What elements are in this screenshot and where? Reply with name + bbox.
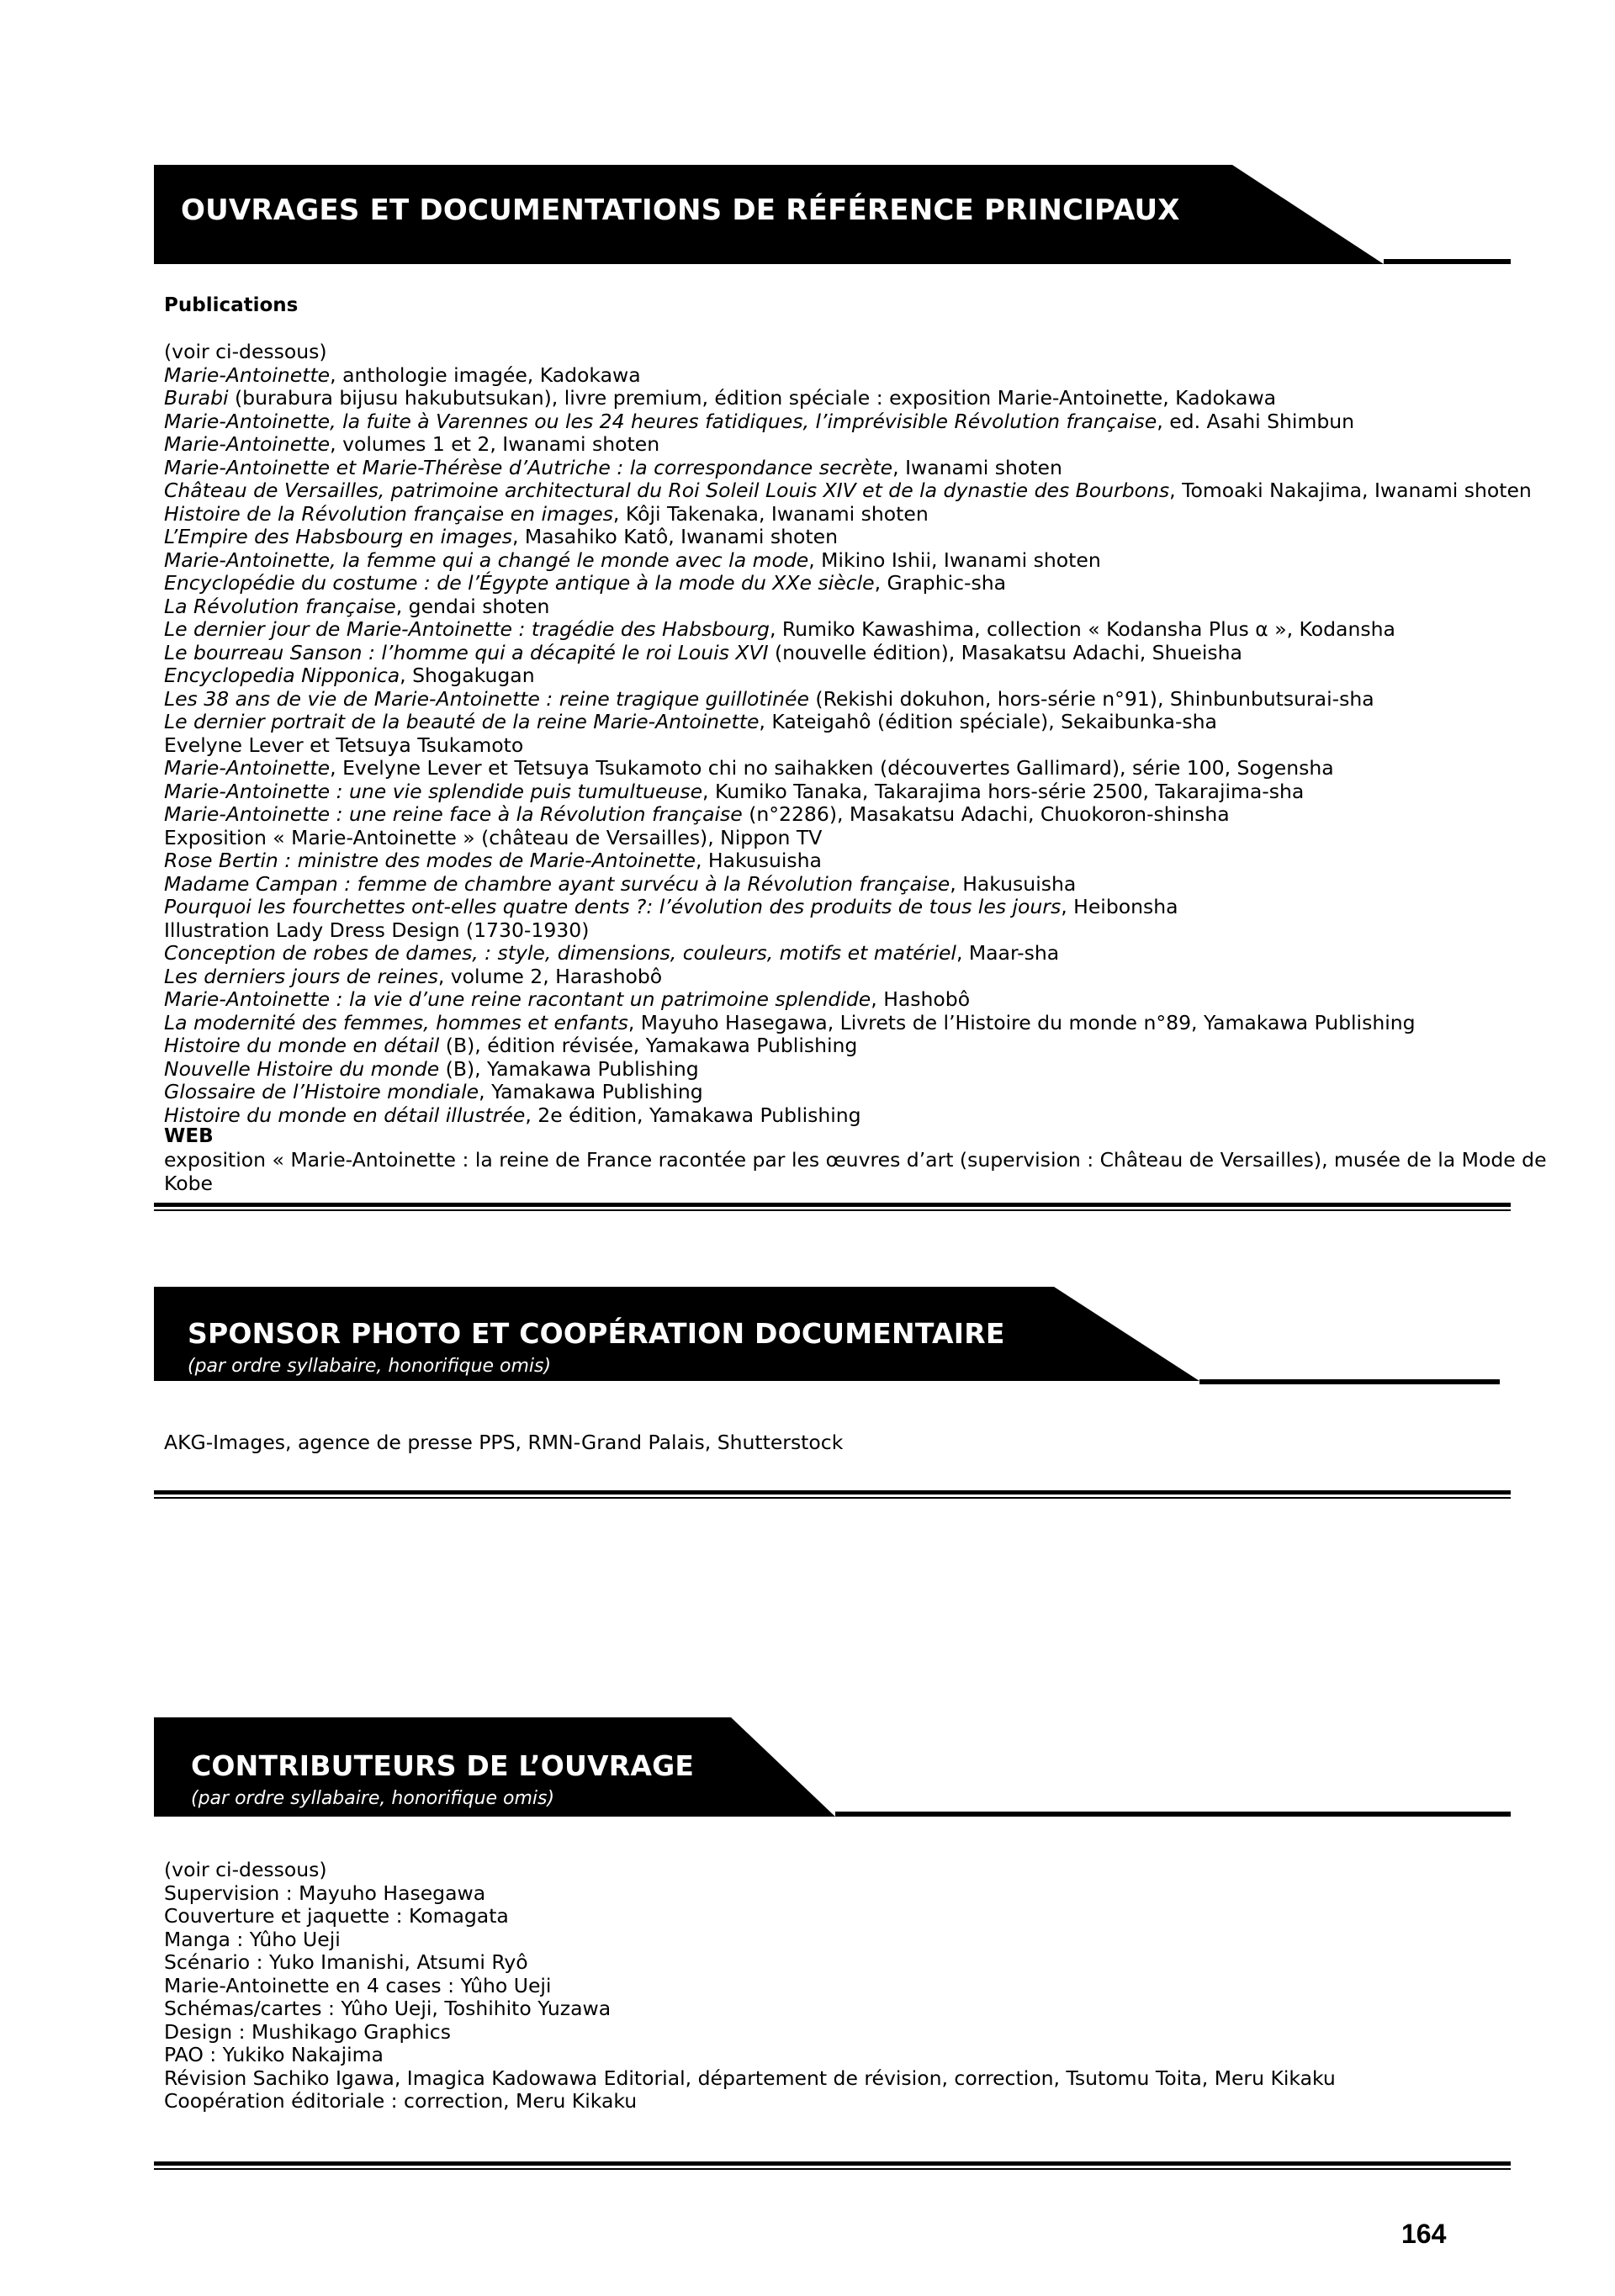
publication-entry xyxy=(164,479,1532,503)
section-divider xyxy=(154,1203,1511,1213)
publication-details: , Evelyne Lever et Tetsuya Tsukamoto chi no saihakken (découvertes Gallimard), série 100, Sogensha xyxy=(330,756,1334,780)
publication-title: Histoire du monde en détail xyxy=(164,1034,440,1057)
publications-list xyxy=(164,341,1532,1127)
publication-details: (B), Yamakawa Publishing xyxy=(439,1056,699,1081)
publication-entry xyxy=(164,572,1532,595)
publication-entry xyxy=(164,642,1532,665)
contributor-entry: Marie-Antoinette en 4 cases : Yûho Ueji xyxy=(164,1973,552,1997)
publication-details: , Mayuho Hasegawa, Livrets de l’Histoire du monde n°89, Yamakawa Publishing xyxy=(627,1010,1416,1034)
publication-title: Marie-Antoinette : une reine face à la Révolution française xyxy=(164,802,743,826)
publication-entry xyxy=(164,364,1532,388)
publication-details: Exposition « Marie-Antoinette » (château de Versailles), Nippon TV xyxy=(164,825,823,849)
publication-details: , Rumiko Kawashima, collection « Kodansha Plus α », Kodansha xyxy=(769,617,1395,641)
publication-details: (burabura bijusu hakubutsukan), livre premium, édition spéciale : exposition Marie-Antoinette, Kadokawa xyxy=(228,386,1277,410)
publication-entry xyxy=(164,780,1532,804)
publication-details: , Kateigahô (édition spéciale), Sekaibunka-sha xyxy=(759,710,1217,733)
publication-details: (nouvelle édition), Masakatsu Adachi, Shueisha xyxy=(768,640,1242,664)
contributor-entry: Scénario : Yuko Imanishi, Atsumi Ryô xyxy=(164,1950,528,1974)
contributors-banner xyxy=(154,1717,1511,1817)
publication-details: Illustration Lady Dress Design (1730-1930) xyxy=(164,918,590,942)
publication-details: (n°2286), Masakatsu Adachi, Chuokoron-shinsha xyxy=(742,802,1230,826)
contributor-entry: Supervision : Mayuho Hasegawa xyxy=(164,1881,486,1905)
publication-title: Marie-Antoinette xyxy=(164,432,331,456)
publication-title: Rose Bertin : ministre des modes de Marie-Antoinette xyxy=(164,849,696,872)
publication-entry xyxy=(164,757,1532,780)
sponsors-title: SPONSOR PHOTO ET COOPÉRATION DOCUMENTAIRE xyxy=(188,1317,1005,1350)
publication-title: La Révolution française xyxy=(164,594,396,618)
section-divider xyxy=(154,2161,1511,2172)
publication-entry xyxy=(164,1104,1532,1128)
publication-details: , Yamakawa Publishing xyxy=(479,1080,703,1103)
contributor-entry: Schémas/cartes : Yûho Ueji, Toshihito Yuzawa xyxy=(164,1997,612,2020)
publication-details: , gendai shoten xyxy=(395,594,550,618)
publication-title: Burabi xyxy=(164,386,229,410)
publication-title: Les derniers jours de reines xyxy=(164,964,438,988)
publication-title: Marie-Antoinette xyxy=(164,362,331,387)
publication-entry xyxy=(164,457,1532,480)
contributors-list xyxy=(164,1859,1336,2113)
publication-details: , Hakusuisha xyxy=(950,871,1077,896)
section-divider xyxy=(154,1490,1511,1500)
publication-details: (B), édition révisée, Yamakawa Publishing xyxy=(439,1034,858,1057)
publication-details: , Tomoaki Nakajima, Iwanami shoten xyxy=(1169,479,1532,502)
publication-title: Château de Versailles, patrimoine architectural du Roi Soleil Louis XIV et de la dynastie des Bourbons xyxy=(164,479,1170,502)
publication-entry xyxy=(164,503,1532,526)
publication-title: Les 38 ans de vie de Marie-Antoinette : reine tragique guillotinée xyxy=(164,686,809,711)
contributor-entry: Coopération éditoriale : correction, Meru Kikaku xyxy=(164,2089,638,2113)
publication-title: Le bourreau Sanson : l’homme qui a décapité le roi Louis XVI xyxy=(164,640,769,664)
publication-details: , 2e édition, Yamakawa Publishing xyxy=(525,1103,861,1127)
publication-entry xyxy=(164,1081,1532,1104)
publication-entry xyxy=(164,387,1532,410)
publication-title: Marie-Antoinette, la femme qui a changé le monde avec la mode xyxy=(164,548,809,572)
publication-entry xyxy=(164,988,1532,1012)
publication-entry xyxy=(164,688,1532,712)
publication-details: Evelyne Lever et Tetsuya Tsukamoto xyxy=(164,733,524,757)
publication-details: , Kumiko Tanaka, Takarajima hors-série 2500, Takarajima-sha xyxy=(702,779,1305,803)
publication-entry xyxy=(164,827,1532,850)
publication-details: (Rekishi dokuhon, hors-série n°91), Shinbunbutsurai-sha xyxy=(808,686,1374,711)
publication-title: La modernité des femmes, hommes et enfants xyxy=(164,1010,628,1034)
sponsors-banner xyxy=(154,1287,1500,1386)
publication-entry xyxy=(164,549,1532,573)
publication-title: Marie-Antoinette : la vie d’une reine racontant un patrimoine splendide xyxy=(164,987,871,1011)
references-banner xyxy=(154,165,1511,264)
publication-title: Encyclopédie du costume : de l’Égypte antique à la mode du XXe siècle xyxy=(164,571,875,595)
web-heading: WEB xyxy=(164,1125,214,1147)
publication-details: , Kôji Takenaka, Iwanami shoten xyxy=(612,501,929,526)
publication-entry xyxy=(164,1012,1532,1035)
contributor-entry: Manga : Yûho Ueji xyxy=(164,1927,341,1951)
publication-entry xyxy=(164,873,1532,897)
web-entry: exposition « Marie-Antoinette : la reine de France racontée par les œuvres d’art (supervision : Château de Versailles), musée de la Mode de xyxy=(164,1148,1547,1172)
publication-title: Madame Campan : femme de chambre ayant survécu à la Révolution française xyxy=(164,871,950,896)
publication-title: Glossaire de l’Histoire mondiale xyxy=(164,1080,479,1103)
publication-details: (voir ci-dessous) xyxy=(164,340,327,363)
web-list xyxy=(164,1149,1547,1195)
publications-heading: Publications xyxy=(164,294,299,316)
contributor-entry: (voir ci-dessous) xyxy=(164,1858,327,1881)
publication-entry xyxy=(164,618,1532,642)
publication-details: , volume 2, Harashobô xyxy=(437,964,663,988)
publication-title: L’Empire des Habsbourg en images xyxy=(164,525,512,548)
publication-details: , Shogakugan xyxy=(400,664,535,687)
publication-entry xyxy=(164,734,1532,758)
publication-details: , Masahiko Katô, Iwanami shoten xyxy=(511,525,838,548)
contributor-entry: PAO : Yukiko Nakajima xyxy=(164,2043,384,2066)
contributors-title: CONTRIBUTEURS DE L’OUVRAGE xyxy=(191,1749,695,1782)
publication-entry xyxy=(164,803,1532,827)
sponsors-subtitle: (par ordre syllabaire, honorifique omis) xyxy=(188,1356,552,1377)
publication-title: Pourquoi les fourchettes ont-elles quatre dents ?: l’évolution des produits de tous les jours xyxy=(164,895,1062,918)
publication-entry xyxy=(164,341,1532,364)
publication-details: , anthologie imagée, Kadokawa xyxy=(330,362,641,387)
publication-details: , Mikino Ishii, Iwanami shoten xyxy=(808,548,1101,572)
publication-details: , Graphic-sha xyxy=(874,571,1007,595)
page-number: 164 xyxy=(1401,2219,1447,2249)
contributor-entry: Design : Mushikago Graphics xyxy=(164,2019,451,2044)
publication-entry xyxy=(164,1058,1532,1082)
publication-details: , Iwanami shoten xyxy=(892,455,1062,479)
publication-title: Histoire de la Révolution française en images xyxy=(164,501,613,526)
publication-entry xyxy=(164,664,1532,688)
web-entry: Kobe xyxy=(164,1171,213,1195)
publication-title: Marie-Antoinette et Marie-Thérèse d’Autriche : la correspondance secrète xyxy=(164,455,893,479)
publication-title: Conception de robes de dames, : style, dimensions, couleurs, motifs et matériel xyxy=(164,941,956,965)
publication-title: Encyclopedia Nipponica xyxy=(164,664,400,687)
publication-details: , ed. Asahi Shimbun xyxy=(1157,409,1355,433)
publication-entry xyxy=(164,410,1532,434)
publication-details: , Maar-sha xyxy=(956,941,1060,965)
publication-entry xyxy=(164,1034,1532,1058)
publication-title: Le dernier jour de Marie-Antoinette : tragédie des Habsbourg xyxy=(164,617,770,641)
contributors-subtitle: (par ordre syllabaire, honorifique omis) xyxy=(191,1788,555,1809)
publication-entry xyxy=(164,942,1532,965)
publication-title: Nouvelle Histoire du monde xyxy=(164,1056,440,1081)
publication-title: Marie-Antoinette xyxy=(164,756,331,780)
publication-entry xyxy=(164,965,1532,989)
publication-title: Marie-Antoinette : une vie splendide puis tumultueuse xyxy=(164,779,703,803)
publication-details: , Hakusuisha xyxy=(695,849,822,872)
publication-entry xyxy=(164,711,1532,734)
publication-entry xyxy=(164,849,1532,873)
publication-entry xyxy=(164,896,1532,919)
contributor-entry: Révision Sachiko Igawa, Imagica Kadowawa Editorial, département de révision, correction, Tsutomu Toita, Meru Kikaku xyxy=(164,2066,1336,2090)
publication-entry xyxy=(164,919,1532,943)
publication-details: , Heibonsha xyxy=(1061,895,1178,918)
publication-entry xyxy=(164,433,1532,457)
publication-entry xyxy=(164,526,1532,549)
publication-details: , Hashobô xyxy=(871,987,971,1011)
sponsors-text: AKG-Images, agence de presse PPS, RMN-Grand Palais, Shutterstock xyxy=(164,1431,844,1454)
publication-details: , volumes 1 et 2, Iwanami shoten xyxy=(330,432,660,456)
contributor-entry: Couverture et jaquette : Komagata xyxy=(164,1904,509,1928)
publication-title: Histoire du monde en détail illustrée xyxy=(164,1103,526,1127)
publication-title: Le dernier portrait de la beauté de la reine Marie-Antoinette xyxy=(164,710,760,733)
publication-entry xyxy=(164,595,1532,619)
publication-title: Marie-Antoinette, la fuite à Varennes ou les 24 heures fatidiques, l’imprévisible Révolution française xyxy=(164,409,1157,433)
references-title: OUVRAGES ET DOCUMENTATIONS DE RÉFÉRENCE PRINCIPAUX xyxy=(181,193,1180,227)
